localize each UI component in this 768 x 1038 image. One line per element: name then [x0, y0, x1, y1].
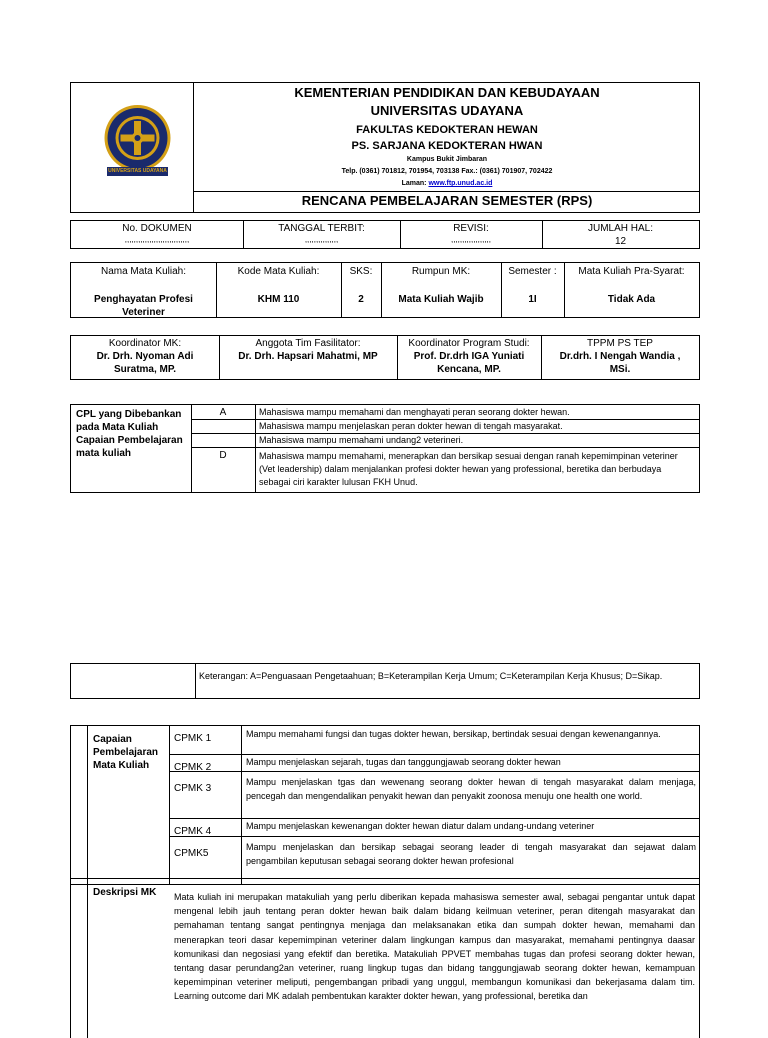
cpl-row-code: A — [219, 407, 227, 418]
kode-mk-label: Kode Mata Kuliah: — [237, 266, 320, 277]
course-info-table — [70, 262, 700, 318]
rumpun-label: Rumpun MK: — [411, 266, 471, 277]
tppm-value: Dr.drh. I Nengah Wandia , MSi. — [559, 351, 681, 375]
no-dokumen-label: No. DOKUMEN — [122, 223, 192, 234]
cpmk-text: Mampu menjelaskan dan bersikap sebagai seorang leader di tengah masyarakat dan sejawat dalam pengambilan keputusan sebagai seorang dokter hewan profesional — [246, 842, 696, 866]
document-info-table — [70, 220, 700, 249]
campus-address: Kampus Bukit Jimbaran — [406, 156, 488, 163]
cpl-row-text: Mahasiswa mampu menjelaskan peran dokter hewan di tengah masyarakat. — [259, 421, 563, 431]
keterangan-text: Keterangan: A=Penguasaan Pengetaahuan; B=Keterampilan Kerja Umum; C=Keterampilan Kerja Khusus; D=Sikap. — [199, 671, 663, 681]
program-name: PS. SARJANA KEDOKTERAN HWAN — [351, 140, 543, 152]
koordinator-prodi-label: Koordinator Program Studi: — [408, 338, 530, 349]
document-title: RENCANA PEMBELAJARAN SEMESTER (RPS) — [301, 193, 593, 208]
website-line — [193, 179, 701, 188]
website-link[interactable]: www.ftp.unud.ac.id — [428, 180, 493, 187]
jumlah-hal-label: JUMLAH HAL: — [587, 223, 653, 234]
deskripsi-table — [70, 878, 700, 1038]
cpl-row-text: Mahasiswa mampu memahami, menerapkan dan bersikap sesuai dengan ranah kepemimpinan veteriner (Vet leadership) dalam menjalankan profesi dokter hewan yang professional, beretika dan berbudaya sebagai ciri karakter lulusan FKH Unud. — [259, 451, 678, 487]
ministry-name: KEMENTERIAN PENDIDIKAN DAN KEBUDAYAAN — [294, 85, 600, 100]
cpmk-table — [70, 725, 700, 885]
cpmk-text: Mampu menjelaskan tgas dan wewenang seorang dokter hewan di tengah masyarakat dalam menjaga, pencegah dan mengendalikan penyakit hewan dan penyakit zoonosa menuju one health one world. — [246, 777, 696, 801]
rumpun-value: Mata Kuliah Wajib — [398, 294, 484, 305]
anggota-label: Anggota Tim Fasilitator: — [255, 338, 361, 349]
tanggal-terbit-label: TANGGAL TERBIT: — [278, 223, 365, 234]
cpl-row-code: D — [219, 450, 227, 461]
cpmk-code: CPMK 1 — [174, 733, 212, 744]
sks-value: 2 — [358, 294, 364, 305]
cpmk-label: Capaian Pembelajaran Mata Kuliah — [93, 734, 159, 771]
university-logo — [100, 104, 175, 179]
cpmk-text: Mampu memahami fungsi dan tugas dokter hewan, bersikap, bertindak sesuai dengan kewenangannya. — [246, 729, 661, 739]
university-name: UNIVERSITAS UDAYANA — [370, 103, 524, 118]
nama-mk-value: Penghayatan Profesi Veteriner — [94, 294, 193, 318]
faculty-name: FAKULTAS KEDOKTERAN HEWAN — [356, 124, 538, 136]
cpl-label: CPL yang Dibebankan pada Mata Kuliah Capaian Pembelajaran mata kuliah — [76, 409, 183, 459]
tppm-label: TPPM PS TEP — [587, 338, 653, 349]
deskripsi-text: Mata kuliah ini merupakan matakuliah yang perlu diberikan kepada mahasiswa semester awal, sebagai pengantar untuk dapat mengenal lebih jauh tentang peran dokter hewan baik dalam bidang keilmuan veteriner, peran ditengah masyarakat dan pemahaman tentang sangat pentingnya menjaga dan melaksanakan etika dan sumpah dokter hewan, memahami dan menerapkan teori dasar kepemimpinan veteriner dalam lingkungan kampus dan masyarakat, memahami pentingnya daasar komunikasi dan negosiasi yang efektif dan beretika. Matakuliah PPVET membahas tugas dan profesi seorang dokter hewan, tentang dasar perundang2an veteriner, ruang lingkup tugas dan bidang tanggungjawab seorang dokter hewan, kemampuan kepemimpinan veteriner meliputi, pengembangan pribadi yang unggul, membangun komunikasi dan bekerjasama dalam tim. Learning outcome dari MK adalah pembentukan karakter dokter hewan, yang professional, beretika dan — [174, 892, 695, 1002]
header-box — [70, 82, 700, 213]
kode-mk-value: KHM 110 — [257, 294, 300, 305]
team-table — [70, 335, 700, 380]
semester-value: 1I — [528, 294, 537, 305]
nama-mk-label: Nama Mata Kuliah: — [100, 266, 187, 277]
keterangan-table — [70, 663, 700, 699]
cpl-table — [70, 404, 700, 493]
cpmk-code: CPMK5 — [174, 848, 209, 859]
cpmk-text: Mampu menjelaskan kewenangan dokter hewan diatur dalam undang-undang veteriner — [246, 821, 595, 831]
jumlah-hal-value: 12 — [614, 236, 627, 247]
logo-text: UNIVERSITAS UDAYANA — [108, 168, 167, 174]
koordinator-label: Koordinator MK: — [108, 338, 182, 349]
website-label: Laman: — [401, 180, 429, 187]
sks-label: SKS: — [349, 266, 373, 277]
cpmk-code: CPMK 3 — [174, 783, 212, 794]
revisi-label: REVISI: — [453, 223, 489, 234]
no-dokumen-value: ,,,,,,,,,,,,,,,,,,,,,,,,,,,,, — [124, 235, 190, 244]
prasyarat-label: Mata Kuliah Pra-Syarat: — [578, 266, 685, 277]
anggota-value: Dr. Drh. Hapsari Mahatmi, MP — [238, 351, 378, 362]
koordinator-prodi-value: Prof. Dr.drh IGA Yuniati Kencana, MP. — [413, 351, 525, 375]
revisi-value: ,,,,,,,,,,,,,,,,,, — [450, 235, 491, 244]
prasyarat-value: Tidak Ada — [607, 294, 656, 305]
cpl-row-text: Mahasiswa mampu memahami undang2 veterineri. — [259, 435, 464, 445]
deskripsi-label: Deskripsi MK — [93, 887, 157, 898]
phone-fax: Telp. (0361) 701812, 701954, 703138 Fax.: (0361) 701907, 702422 — [341, 168, 553, 175]
cpmk-text: Mampu menjelaskan sejarah, tugas dan tanggungjawab seorang dokter hewan — [246, 757, 561, 767]
cpl-row-text: Mahasiswa mampu memahami dan menghayati peran seorang dokter hewan. — [259, 407, 570, 417]
cpmk-code: CPMK 2 — [174, 762, 212, 773]
cpmk-code: CPMK 4 — [174, 826, 212, 837]
tanggal-terbit-value: ,,,,,,,,,,,,,,, — [304, 235, 339, 244]
koordinator-value: Dr. Drh. Nyoman Adi Suratma, MP. — [96, 351, 194, 375]
semester-label: Semester : — [508, 266, 557, 277]
